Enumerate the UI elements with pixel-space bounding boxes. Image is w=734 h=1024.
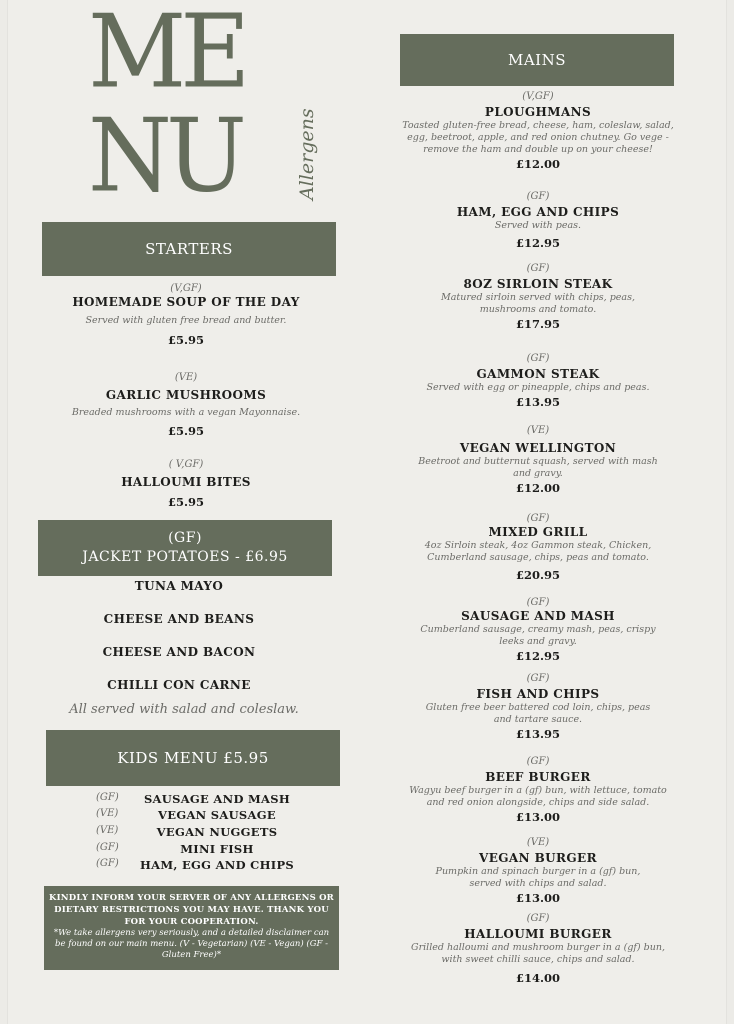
main-item	[400, 672, 676, 742]
main-item	[400, 836, 676, 906]
item-name: FISH AND CHIPS	[476, 687, 600, 701]
jacket-served-note: All served with salad and coleslaw.	[69, 702, 299, 717]
item-price: £17.95	[515, 317, 560, 331]
item-desc: Toasted gluten-free bread, cheese, ham, coleslaw, salad, egg, beetroot, apple, and red onion chutney. Go vege - remove the ham and double up on your cheese!	[402, 120, 674, 155]
item-name: VEGAN WELLINGTON	[459, 441, 617, 455]
item-desc: Breaded mushrooms with a vegan Mayonnaise.	[71, 407, 301, 418]
item-name: HALLOUMI BITES	[121, 475, 251, 489]
item-tag: (VE)	[526, 425, 550, 436]
item-price: £13.00	[515, 891, 560, 905]
main-item	[400, 424, 676, 496]
item-desc: Pumpkin and spinach burger in a (gf) bun, served with chips and salad.	[435, 866, 641, 889]
jacket-item: CHEESE AND BEANS	[103, 612, 255, 626]
menu-logo-line1: ME	[88, 0, 245, 111]
item-tag: (VE)	[174, 372, 198, 383]
item-desc: Matured sirloin served with chips, peas, mushrooms and tomato.	[441, 292, 635, 315]
item-price: £5.95	[167, 495, 204, 509]
item-price: £5.95	[167, 424, 204, 438]
menu-logo-line2: NU	[88, 97, 241, 215]
mains-heading-text: MAINS	[507, 51, 567, 69]
item-tag: (GF)	[526, 263, 550, 274]
item-tag: (GF)	[526, 191, 550, 202]
main-item	[400, 90, 676, 172]
item-price: £13.00	[515, 810, 560, 824]
jacket-heading-title: JACKET POTATOES - £6.95	[82, 549, 288, 565]
item-tag: (GF)	[526, 513, 550, 524]
item-desc: Wagyu beef burger in a (gf) bun, with lettuce, tomato and red onion alongside, chips and side salad.	[409, 785, 667, 808]
item-name: SAUSAGE AND MASH	[143, 792, 291, 806]
jacket-potatoes-heading	[38, 520, 332, 576]
item-price: £12.00	[515, 481, 560, 495]
item-desc: Cumberland sausage, creamy mash, peas, crispy leeks and gravy.	[420, 624, 656, 647]
item-name: VEGAN BURGER	[479, 851, 597, 865]
item-name: HAM, EGG AND CHIPS	[456, 205, 620, 219]
item-tag: (GF)	[526, 353, 550, 364]
starter-item	[42, 371, 330, 439]
jacket-item: CHEESE AND BACON	[102, 645, 256, 659]
item-name: HAM, EGG AND CHIPS	[139, 858, 295, 872]
item-price: £12.00	[515, 157, 560, 171]
item-price: £20.95	[515, 568, 560, 582]
kids-item	[90, 825, 340, 841]
item-desc: Served with peas.	[494, 220, 582, 231]
allergen-notice	[44, 886, 339, 970]
kids-item	[90, 858, 340, 874]
item-tag: (GF)	[96, 858, 119, 869]
item-price: £12.95	[515, 236, 560, 250]
main-item	[400, 512, 676, 583]
main-item	[400, 262, 676, 332]
kids-menu-heading	[46, 730, 340, 786]
item-name: GARLIC MUSHROOMS	[105, 388, 267, 402]
starter-item	[42, 458, 330, 510]
jacket-item: TUNA MAYO	[134, 579, 224, 593]
item-tag: (GF)	[526, 913, 550, 924]
item-name: 8OZ SIRLOIN STEAK	[463, 277, 613, 291]
item-price: £5.95	[167, 333, 204, 347]
item-name: VEGAN NUGGETS	[156, 825, 278, 839]
item-tag: (GF)	[526, 673, 550, 684]
item-price: £13.95	[515, 395, 560, 409]
main-item	[400, 912, 676, 986]
item-desc: Served with egg or pineapple, chips and peas.	[426, 382, 650, 393]
item-tag: (VE)	[526, 837, 550, 848]
item-name: VEGAN SAUSAGE	[158, 808, 276, 822]
starters-heading	[42, 222, 336, 276]
notice-disclaimer-text: *We take allergens very seriously, and a detailed disclaimer can be found on our main menu. (V - Vegetarian) (VE - Vegan) (GF - Gluten Free)*	[53, 928, 330, 960]
item-name: MINI FISH	[180, 842, 254, 856]
item-tag: (GF)	[96, 792, 119, 803]
item-tag: (V,GF)	[170, 283, 202, 294]
mains-heading	[400, 34, 674, 86]
item-price: £12.95	[515, 649, 560, 663]
item-name: BEEF BURGER	[485, 770, 591, 784]
kids-heading-text: KIDS MENU £5.95	[117, 749, 269, 767]
jacket-item: CHILLI CON CARNE	[107, 678, 251, 692]
main-item	[400, 190, 676, 251]
item-tag: (VE)	[96, 825, 119, 836]
item-desc: 4oz Sirloin steak, 4oz Gammon steak, Chicken, Cumberland sausage, chips, peas and tomato.	[424, 540, 652, 563]
notice-bold-text: KINDLY INFORM YOUR SERVER OF ANY ALLERGENS OR DIETARY RESTRICTIONS YOU MAY HAVE. THANK YOU FOR YOUR COOPERATION.	[49, 893, 334, 927]
item-tag: ( V,GF)	[168, 459, 204, 470]
item-tag: (GF)	[526, 597, 550, 608]
item-name: HALLOUMI BURGER	[464, 927, 612, 941]
kids-item	[90, 808, 340, 824]
allergens-label: Allergens	[296, 108, 318, 200]
item-name: SAUSAGE AND MASH	[461, 609, 615, 623]
item-desc: Served with gluten free bread and butter.	[85, 315, 287, 326]
item-tag: (GF)	[96, 842, 119, 853]
item-name: HOMEMADE SOUP OF THE DAY	[72, 295, 300, 309]
item-price: £13.95	[515, 727, 560, 741]
starter-item	[42, 282, 330, 348]
item-price: £14.00	[515, 971, 560, 985]
main-item	[400, 352, 676, 410]
kids-item	[90, 842, 340, 858]
item-desc: Gluten free beer battered cod loin, chips, peas and tartare sauce.	[425, 702, 651, 725]
kids-item	[90, 792, 340, 808]
item-desc: Beetroot and butternut squash, served with mash and gravy.	[418, 456, 658, 479]
item-name: MIXED GRILL	[488, 525, 588, 539]
item-tag: (GF)	[526, 756, 550, 767]
item-name: PLOUGHMANS	[484, 105, 592, 119]
main-item	[400, 755, 676, 825]
item-name: GAMMON STEAK	[476, 367, 600, 381]
item-desc: Grilled halloumi and mushroom burger in a (gf) bun, with sweet chilli sauce, chips and salad.	[411, 942, 665, 965]
starters-heading-text: STARTERS	[145, 240, 233, 258]
jacket-heading-tag: (GF)	[168, 530, 202, 546]
main-item	[400, 596, 676, 664]
item-tag: (VE)	[96, 808, 119, 819]
item-tag: (V,GF)	[522, 91, 554, 102]
